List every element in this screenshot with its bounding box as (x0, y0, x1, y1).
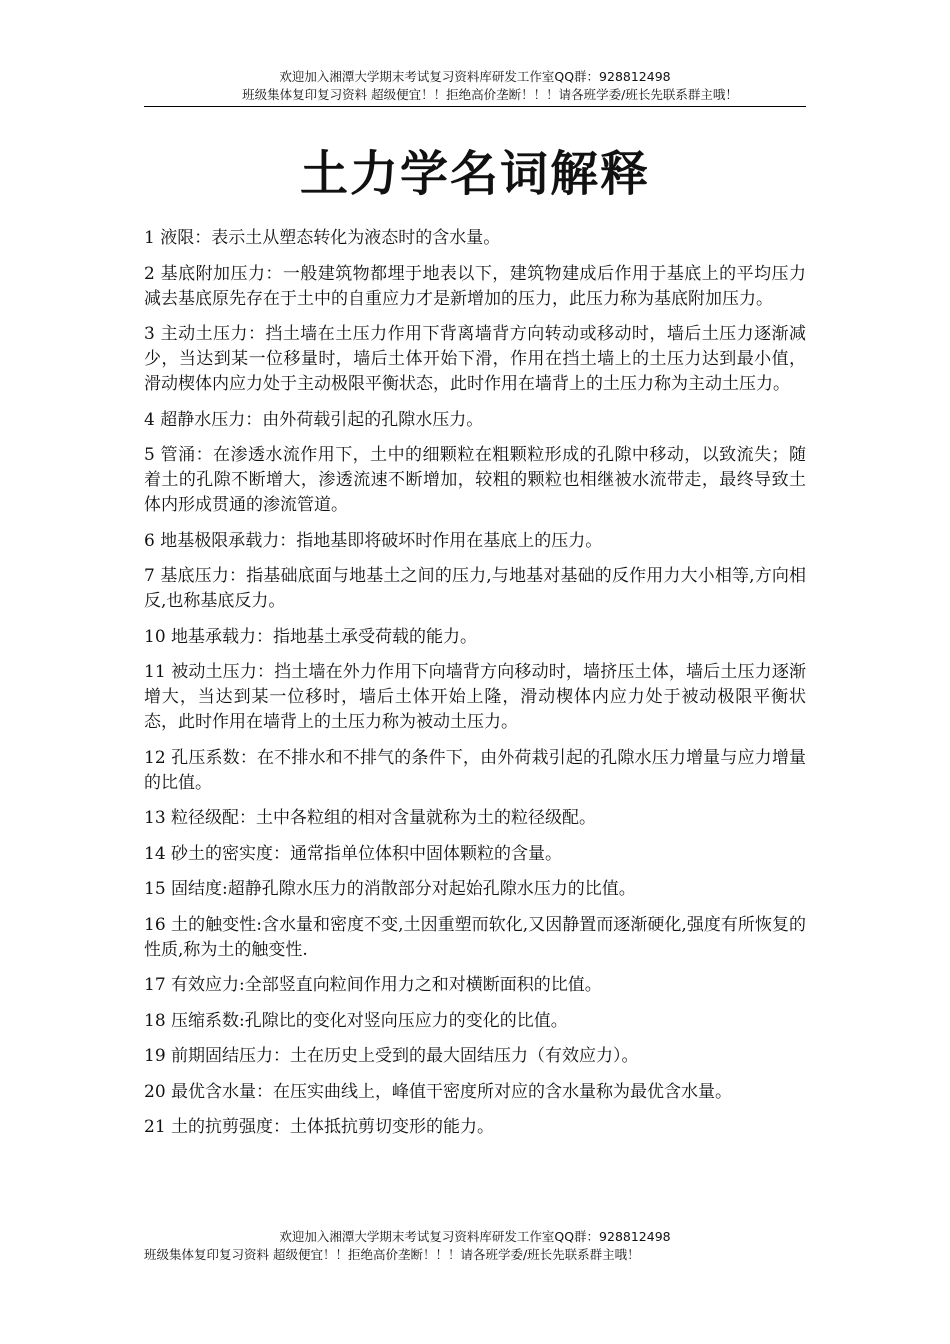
header-divider (144, 106, 806, 107)
header-line-2: 班级集体复印复习资料 超级便宜！！拒绝高价垄断！！！请各班学委/班长先联系群主哦！ (242, 87, 738, 102)
definition-item: 13 粒径级配：土中各粒组的相对含量就称为土的粒径级配。 (144, 808, 597, 828)
definition-item: 15 固结度:超静孔隙水压力的消散部分对起始孔隙水压力的比值。 (144, 879, 636, 899)
definition-item: 6 地基极限承载力：指地基即将破坏时作用在基底上的压力。 (144, 530, 603, 551)
definition-item: 20 最优含水量：在压实曲线上，峰值干密度所对应的含水量称为最优含水量。 (144, 1081, 733, 1102)
footer-line-2: 班级集体复印复习资料 超级便宜！！拒绝高价垄断！！！请各班学委/班长先联系群主哦！ (144, 1247, 640, 1262)
definitions-list (144, 226, 806, 1151)
definition-item: 2 基底附加压力：一般建筑物都埋于地表以下，建筑物建成后作用于基底上的平均压力减去基底原先存在于土中的自重应力才是新增加的压力，此压力称为基底附加压力。 (144, 263, 806, 309)
definition-item: 3 主动土压力：挡土墙在土压力作用下背离墙背方向转动或移动时，墙后土压力逐渐减少，当达到某一位移量时，墙后土体开始下滑，作用在挡土墙上的土压力达到最小值，滑动楔体内应力处于主动极限平衡状态，此时作用在墙背上的土压力称为主动土压力。 (144, 324, 806, 394)
definition-item: 16 土的触变性:含水量和密度不变,土因重塑而软化,又因静置而逐渐硬化,强度有所恢复的性质,称为土的触变性. (144, 914, 806, 960)
definition-item: 11 被动土压力：挡土墙在外力作用下向墙背方向移动时，墙挤压土体，墙后土压力逐渐增大，当达到某一位移时，墙后土体开始上隆，滑动楔体内应力处于被动极限平衡状态，此时作用在墙背上的土压力称为被动土压力。 (144, 662, 806, 732)
definition-item: 7 基底压力：指基础底面与地基土之间的压力,与地基对基础的反作用力大小相等,方向相反,也称基底反力。 (144, 566, 806, 611)
definition-item: 5 管涌：在渗透水流作用下，土中的细颗粒在粗颗粒形成的孔隙中移动，以致流失；随着土的孔隙不断增大，渗透流速不断增加，较粗的颗粒也相继被水流带走，最终导致土体内形成贯通的渗流管道。 (144, 445, 806, 515)
page-header (144, 68, 806, 104)
definition-item: 21 土的抗剪强度：土体抵抗剪切变形的能力。 (144, 1117, 495, 1137)
definition-item: 19 前期固结压力：土在历史上受到的最大固结压力（有效应力）。 (144, 1046, 639, 1066)
definition-item: 12 孔压系数：在不排水和不排气的条件下，由外荷栽引起的孔隙水压力增量与应力增量的比值。 (144, 747, 806, 793)
definition-item: 14 砂土的密实度：通常指单位体积中固体颗粒的含量。 (144, 843, 563, 864)
definition-item: 4 超静水压力：由外荷载引起的孔隙水压力。 (144, 409, 484, 430)
definition-item: 10 地基承载力：指地基土承受荷载的能力。 (144, 626, 478, 647)
page-footer (144, 1228, 806, 1264)
footer-line-1: 欢迎加入湘潭大学期末考试复习资料库研发工作室QQ群：928812498 (279, 1229, 671, 1244)
page-title: 土力学名词解释 (299, 146, 650, 202)
definition-item: 17 有效应力:全部竖直向粒间作用力之和对横断面积的比值。 (144, 975, 602, 995)
definition-item: 18 压缩系数:孔隙比的变化对竖向压应力的变化的比值。 (144, 1010, 568, 1031)
header-line-1: 欢迎加入湘潭大学期末考试复习资料库研发工作室QQ群：928812498 (279, 69, 671, 84)
definition-item: 1 液限：表示土从塑态转化为液态时的含水量。 (144, 228, 501, 248)
